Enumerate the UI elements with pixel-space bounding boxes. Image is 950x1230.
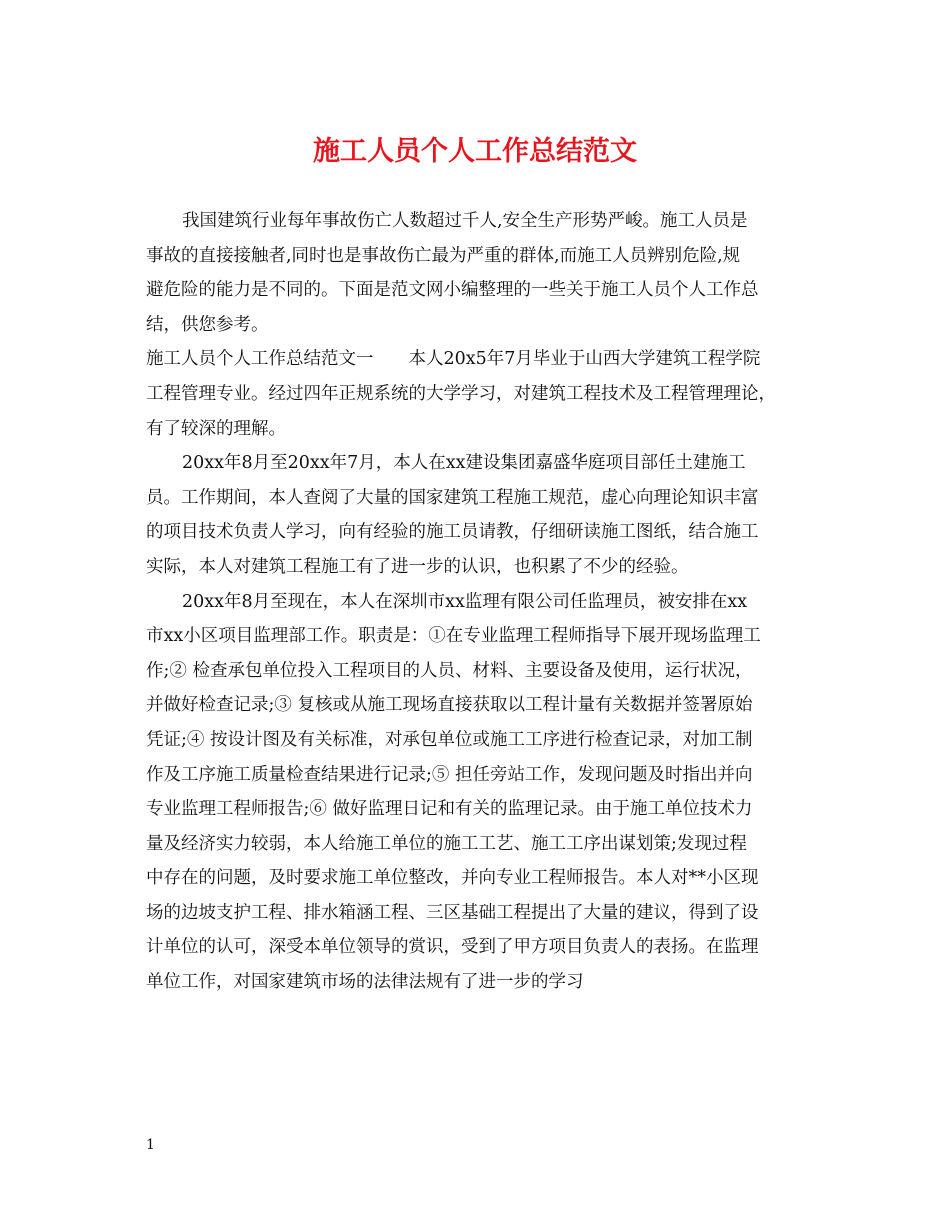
page-number: 1 — [146, 1137, 155, 1153]
document-body — [146, 204, 816, 1000]
text-line: 专业监理工程师报告;⑥ 做好监理日记和有关的监理记录。由于施工单位技术力 — [146, 799, 753, 820]
text-line: 作;② 检查承包单位投入工程项目的人员、材料、主要设备及使用，运行状况， — [146, 660, 753, 681]
text-line: 单位工作，对国家建筑市场的法律法规有了进一步的学习 — [146, 972, 584, 993]
text-line: 计单位的认可，深受本单位领导的赏识，受到了甲方项目负责人的表扬。在监理 — [146, 937, 759, 958]
text-line: 凭证;④ 按设计图及有关标准，对承包单位或施工工序进行检查记录，对加工制 — [146, 729, 753, 750]
text-line: 并做好检查记录;③ 复核或从施工现场直接获取以工程计量有关数据并签署原始 — [146, 695, 753, 716]
text-line: 施工人员个人工作总结范文一 本人20x5年7月毕业于山西大学建筑工程学院 — [146, 349, 761, 370]
text-line: 实际，本人对建筑工程施工有了进一步的认识，也积累了不少的经验。 — [146, 556, 689, 577]
text-line: 场的边坡支护工程、排水箱涵工程、三区基础工程提出了大量的建议，得到了设 — [146, 902, 759, 923]
text-line: 中存在的问题，及时要求施工单位整改，并向专业工程师报告。本人对**小区现 — [146, 868, 759, 889]
text-line: 20xx年8月至20xx年7月，本人在xx建设集团嘉盛华庭项目部任土建施工 — [182, 453, 746, 474]
text-line: 员。工作期间，本人查阅了大量的国家建筑工程施工规范，虚心向理论知识丰富 — [146, 487, 759, 508]
text-line: 我国建筑行业每年事故伤亡人数超过千人,安全生产形势严峻。施工人员是 — [182, 211, 748, 231]
text-line: 避危险的能力是不同的。下面是范文网小编整理的一些关于施工人员个人工作总 — [146, 280, 759, 301]
text-line: 作及工序施工质量检查结果进行记录;⑤ 担任旁站工作，发现问题及时指出并向 — [146, 764, 753, 785]
text-line: 20xx年8月至现在，本人在深圳市xx监理有限公司任监理员，被安排在xx — [182, 591, 748, 612]
document-title: 施工人员个人工作总结范文 — [313, 136, 637, 167]
text-line: 的项目技术负责人学习，向有经验的施工员请教，仔细研读施工图纸，结合施工 — [146, 522, 759, 543]
text-line: 市xx小区项目监理部工作。职责是：①在专业监理工程师指导下展开现场监理工 — [146, 626, 761, 647]
text-line: 事故的直接接触者,同时也是事故伤亡最为严重的群体,而施工人员辨别危险,规 — [146, 245, 741, 266]
text-line: 工程管理专业。经过四年正规系统的大学学习，对建筑工程技术及工程管理理论， — [146, 383, 776, 404]
text-line: 有了较深的理解。 — [146, 418, 286, 439]
text-line: 量及经济实力较弱，本人给施工单位的施工工艺、施工工序出谋划策;发现过程 — [146, 833, 747, 854]
text-line: 结，供您参考。 — [146, 314, 269, 335]
